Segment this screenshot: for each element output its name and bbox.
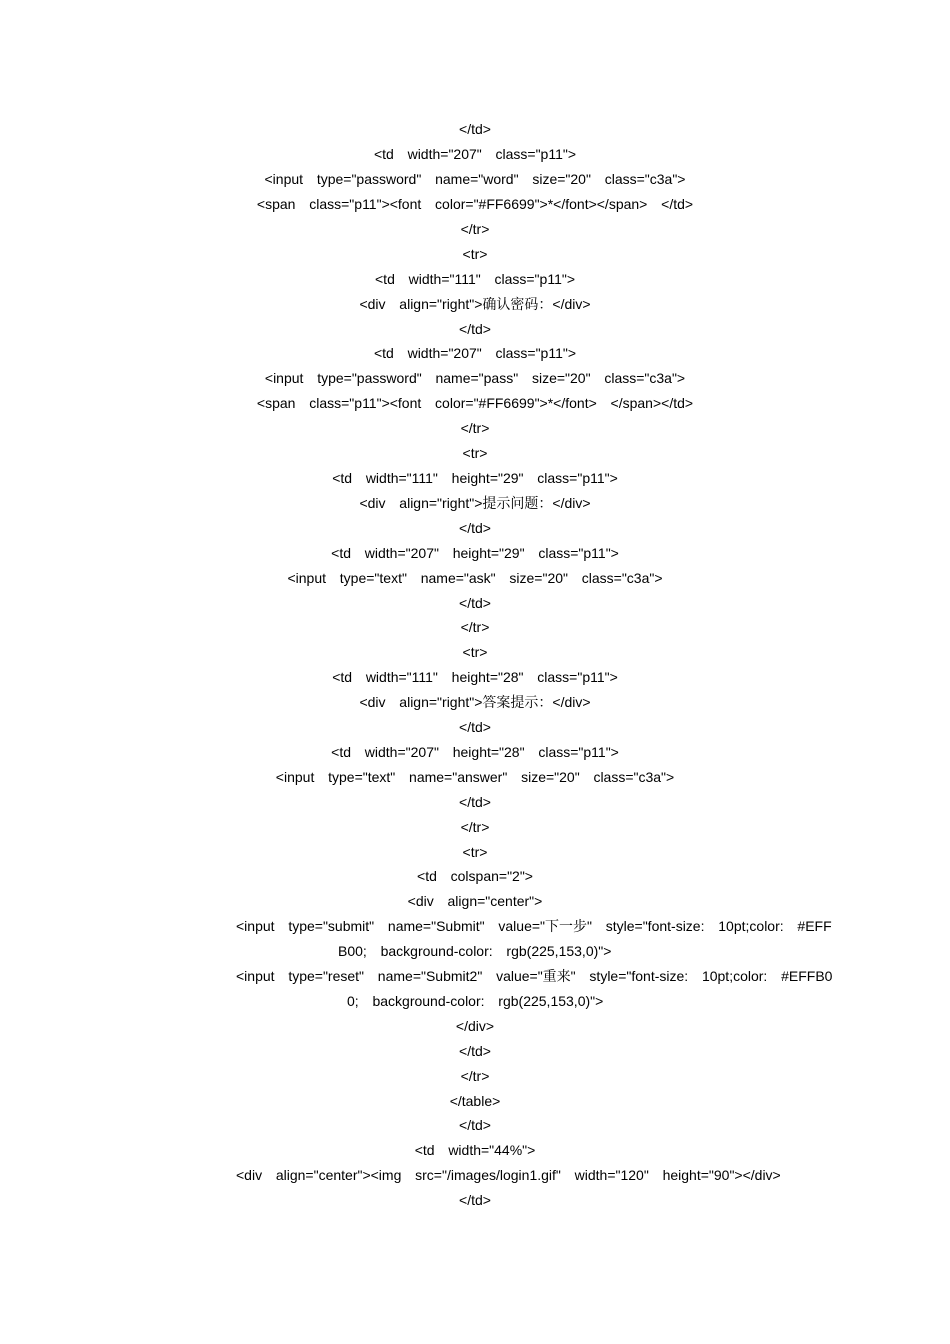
code-line: <span class="p11"><font color="#FF6699">*</font></span> </td> bbox=[256, 196, 694, 212]
code-line: <input type="submit" name="Submit" value="下一步" style="font-size: 10pt;color: #EFF bbox=[236, 918, 832, 934]
code-line: <input type="password" name="word" size="20" class="c3a"> bbox=[264, 171, 686, 187]
code-line: </tr> bbox=[460, 221, 490, 237]
code-line: </table> bbox=[449, 1093, 501, 1109]
code-line: <span class="p11"><font color="#FF6699">*</font> </span></td> bbox=[256, 395, 694, 411]
code-line: </td> bbox=[459, 1117, 491, 1133]
code-line: <tr> bbox=[462, 644, 488, 660]
code-line: <input type="password" name="pass" size="20" class="c3a"> bbox=[264, 370, 686, 386]
code-line: <td width="44%"> bbox=[414, 1142, 536, 1158]
code-line: </td> bbox=[459, 719, 491, 735]
code-line: <div align="center"> bbox=[407, 893, 543, 909]
code-line: </tr> bbox=[460, 619, 490, 635]
code-line: <td width="111" height="29" class="p11"> bbox=[332, 470, 618, 486]
code-line: <td width="207" class="p11"> bbox=[373, 345, 577, 361]
code-line: </td> bbox=[459, 520, 491, 536]
code-line: <input type="text" name="ask" size="20" class="c3a"> bbox=[287, 570, 663, 586]
code-line: <tr> bbox=[462, 445, 488, 461]
code-line: <div align="center"><img src="/images/login1.gif" width="120" height="90"></div> bbox=[236, 1167, 781, 1183]
code-line: <td colspan="2"> bbox=[417, 868, 533, 884]
code-line: </tr> bbox=[460, 420, 490, 436]
code-line: </td> bbox=[459, 1192, 491, 1208]
code-line: <div align="right">提示问题：</div> bbox=[359, 495, 591, 511]
code-line: <td width="111" height="28" class="p11"> bbox=[332, 669, 618, 685]
code-line: <td width="207" class="p11"> bbox=[373, 146, 577, 162]
code-line: <td width="207" height="29" class="p11"> bbox=[331, 545, 619, 561]
code-line: </td> bbox=[459, 1043, 491, 1059]
code-line: </tr> bbox=[460, 1068, 490, 1084]
code-line: <div align="right">答案提示：</div> bbox=[359, 694, 591, 710]
code-line: 0; background-color: rgb(225,153,0)"> bbox=[347, 993, 604, 1009]
code-line: </td> bbox=[459, 321, 491, 337]
code-line: </td> bbox=[459, 794, 491, 810]
code-line: </td> bbox=[459, 595, 491, 611]
code-line: <td width="111" class="p11"> bbox=[375, 271, 575, 287]
code-line: <tr> bbox=[462, 246, 488, 262]
code-line: <div align="right">确认密码：</div> bbox=[359, 296, 591, 312]
code-line: <input type="text" name="answer" size="20" class="c3a"> bbox=[275, 769, 675, 785]
code-line: </div> bbox=[455, 1018, 495, 1034]
code-line: <input type="reset" name="Submit2" value="重来" style="font-size: 10pt;color: #EFFB0 bbox=[236, 968, 833, 984]
code-line: </tr> bbox=[460, 819, 490, 835]
code-line: </td> bbox=[459, 121, 491, 137]
code-line: <td width="207" height="28" class="p11"> bbox=[331, 744, 619, 760]
code-line: B00; background-color: rgb(225,153,0)"> bbox=[338, 943, 612, 959]
code-line: <tr> bbox=[462, 844, 488, 860]
